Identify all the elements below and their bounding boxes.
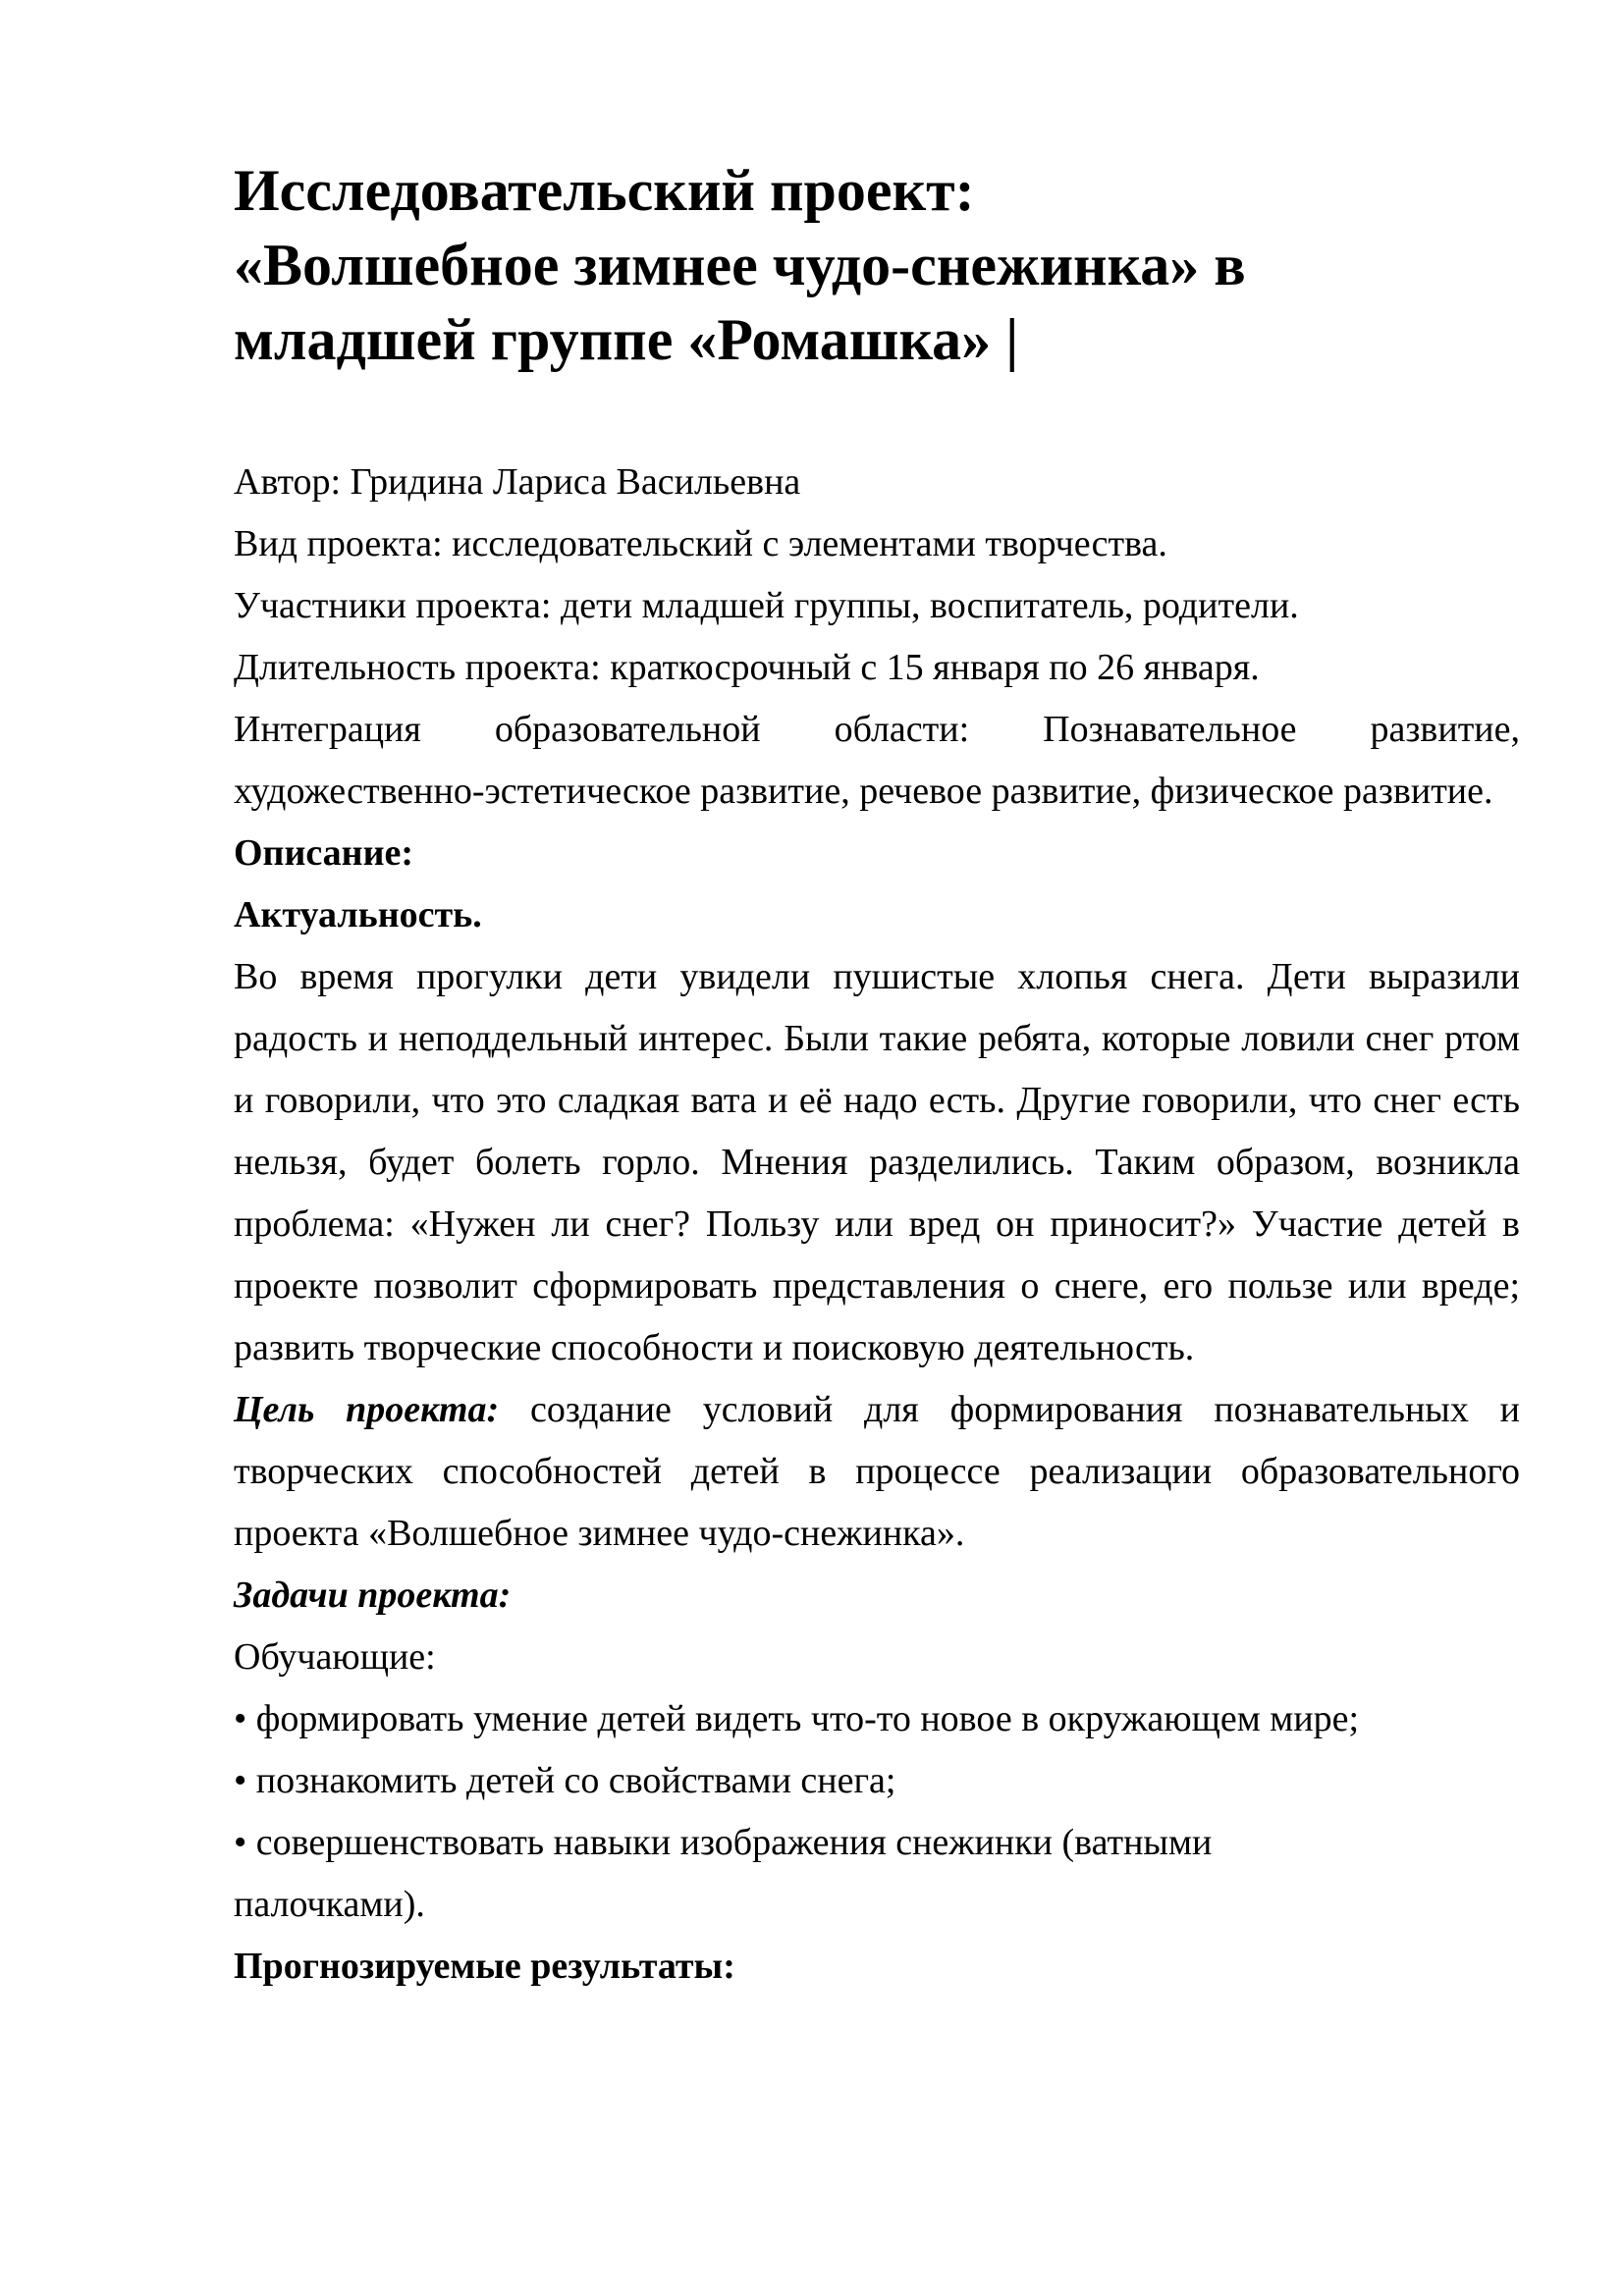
title-line-2: «Волшебное зимнее чудо-снежинка» в	[234, 233, 1246, 297]
goal-label: Цель проекта:	[234, 1389, 500, 1430]
project-type-line: Вид проекта: исследовательский с элементами творчества.	[234, 523, 1167, 564]
document-title	[234, 153, 1520, 377]
participants-line: Участники проекта: дети младшей группы, воспитатель, родители.	[234, 585, 1299, 626]
title-line-1: Исследовательский проект:	[234, 158, 975, 223]
relevance-heading: Актуальность.	[234, 894, 482, 935]
title-line-3: младшей группе «Ромашка» |	[234, 307, 1019, 372]
author-line: Автор: Гридина Лариса Васильевна	[234, 461, 801, 503]
project-meta	[234, 452, 1520, 823]
description-heading: Описание:	[234, 832, 413, 874]
duration-line: Длительность проекта: краткосрочный с 15 января по 26 января.	[234, 647, 1260, 688]
goal-text: создание условий для формирования познавательных и творческих способностей детей в процессе реализации образовательного проекта «Волшебное зимнее чудо-снежинка».	[234, 1389, 1520, 1554]
relevance-paragraph: Во время прогулки дети увидели пушистые хлопья снега. Дети выразили радость и неподдельный интерес. Были такие ребята, которые ловили снег ртом и говорили, что это сладкая вата и её надо есть. Другие говорили, что снег есть нельзя, будет болеть горло. Мнения разделились. Таким образом, возникла проблема: «Нужен ли снег? Пользу или вред он приносит?» Участие детей в проекте позволит сформировать представления о снеге, его пользе или вреде; развить творческие способности и поисковую деятельность.	[234, 956, 1520, 1368]
results-heading: Прогнозируемые результаты:	[234, 1946, 735, 1987]
task-item: • познакомить детей со свойствами снега;	[234, 1760, 896, 1801]
document-page	[234, 153, 1520, 1998]
tasks-heading: Задачи проекта:	[234, 1575, 512, 1616]
integration-paragraph: Интеграция образовательной области: Познавательное развитие, художественно-эстетическое развитие, речевое развитие, физическое развитие.	[234, 709, 1520, 812]
task-item: • совершенствовать навыки изображения снежинки (ватными палочками).	[234, 1822, 1213, 1925]
teaching-label: Обучающие:	[234, 1636, 436, 1678]
task-item: • формировать умение детей видеть что-то новое в окружающем мире;	[234, 1698, 1360, 1739]
goal-paragraph	[234, 1379, 1520, 1565]
